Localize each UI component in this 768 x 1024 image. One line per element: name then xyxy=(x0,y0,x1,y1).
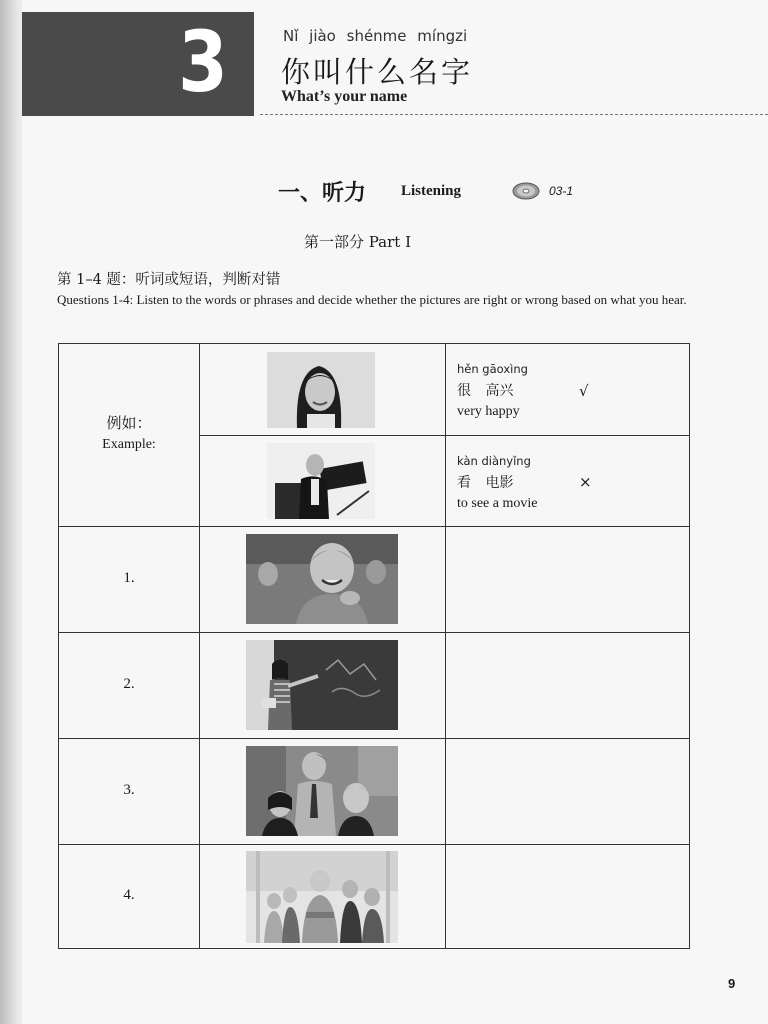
title-divider xyxy=(260,114,768,115)
question-1-photo-smiling-boy xyxy=(246,534,398,624)
instructions-chinese: 第 1–4 题：听词或短语，判断对错 xyxy=(57,272,281,288)
part-heading: 第一部分 Part Ⅰ xyxy=(304,233,412,251)
example-2-pinyin: kàn diànyǐng xyxy=(457,454,531,468)
cross-mark-icon: × xyxy=(579,473,592,491)
section-heading-english: Listening xyxy=(401,183,462,199)
cd-audio-icon xyxy=(511,181,541,201)
question-number-2: 2. xyxy=(123,676,135,692)
page-number: 9 xyxy=(728,976,736,991)
example-1-hanzi: 很 高兴 xyxy=(457,383,514,399)
section-heading-chinese: 一、听力 xyxy=(278,180,367,206)
table-divider xyxy=(59,738,689,739)
example-label xyxy=(59,412,199,453)
answer-table xyxy=(58,343,690,949)
example-2-english: to see a movie xyxy=(457,496,538,511)
lesson-title-english: What’s your name xyxy=(281,88,408,105)
example-1-english: very happy xyxy=(457,404,520,419)
question-number-3: 3. xyxy=(123,782,135,798)
question-2-photo-teacher-at-board xyxy=(246,640,398,730)
question-number-4: 4. xyxy=(123,887,135,903)
example-1-pinyin: hěn gāoxìng xyxy=(457,362,528,376)
lesson-title-chinese: 你叫什么名字 xyxy=(281,55,474,89)
example-2-hanzi: 看 电影 xyxy=(457,475,514,491)
audio-track-number: 03-1 xyxy=(549,184,574,198)
example-label-english: Example: xyxy=(102,437,156,452)
table-divider xyxy=(59,526,689,527)
instructions-english: Questions 1-4: Listen to the words or phrases and decide whether the pictures are right or wrong based on what you hear. xyxy=(57,292,687,307)
example-photo-happy-girl xyxy=(267,352,375,428)
example-answer-1 xyxy=(457,362,528,420)
table-divider xyxy=(59,632,689,633)
question-number-1: 1. xyxy=(123,570,135,586)
question-3-photo-three-adults xyxy=(246,746,398,836)
table-divider xyxy=(59,844,689,845)
lesson-number-block xyxy=(22,12,254,116)
lesson-number: 3 xyxy=(178,13,228,111)
lesson-title-pinyin: Nǐ jiào shénme míngzi xyxy=(283,27,468,45)
example-photo-man-in-seat xyxy=(267,443,375,519)
checkmark-icon: √ xyxy=(579,382,589,400)
table-divider xyxy=(199,435,689,436)
question-4-photo-group-of-people xyxy=(246,851,398,943)
example-answer-2 xyxy=(457,454,537,512)
example-label-chinese: 例如： xyxy=(106,414,152,432)
